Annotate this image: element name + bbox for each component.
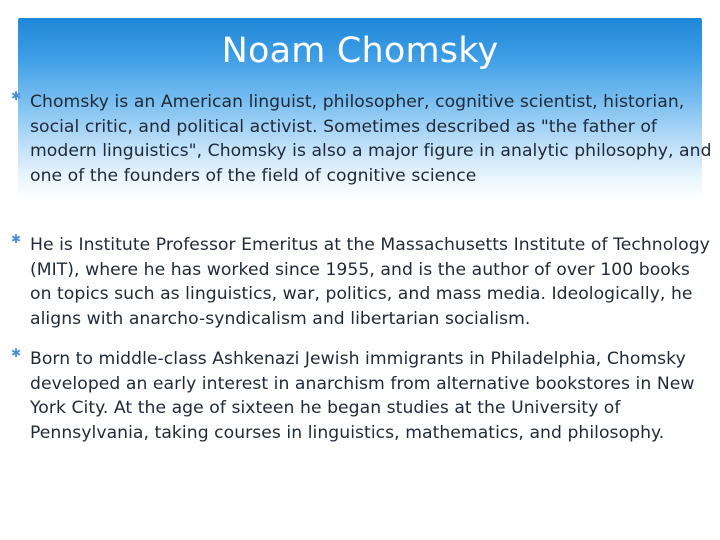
bullet-text: He is Institute Professor Emeritus at the Massachusetts Institute of Technology (MIT), where he has worked since 1955, and is the author of over 100 books on topics such as linguistics, war, politics, and mass media. Ideologically, he aligns with anarcho-syndicalism and libertarian socialism. — [30, 235, 710, 330]
bullet-text: Born to middle-class Ashkenazi Jewish immigrants in Philadelphia, Chomsky developed an early interest in anarchism from alternative bookstores in New York City. At the age of sixteen he began studies at the University of Pennsylvania, taking courses in linguistics, mathematics, and philosophy. — [30, 349, 695, 444]
asterisk-icon: ✱ — [10, 346, 22, 360]
bullet-text: Chomsky is an American linguist, philosopher, cognitive scientist, historian, social critic, and political activist. Sometimes described as "the father of modern linguistics", Chomsky is also a major figure in analytic philosophy, and one of the founders of the field of cognitive science — [30, 92, 712, 187]
asterisk-icon: ✱ — [10, 89, 22, 103]
asterisk-icon: ✱ — [10, 232, 22, 246]
slide-title: Noam Chomsky — [221, 31, 499, 71]
